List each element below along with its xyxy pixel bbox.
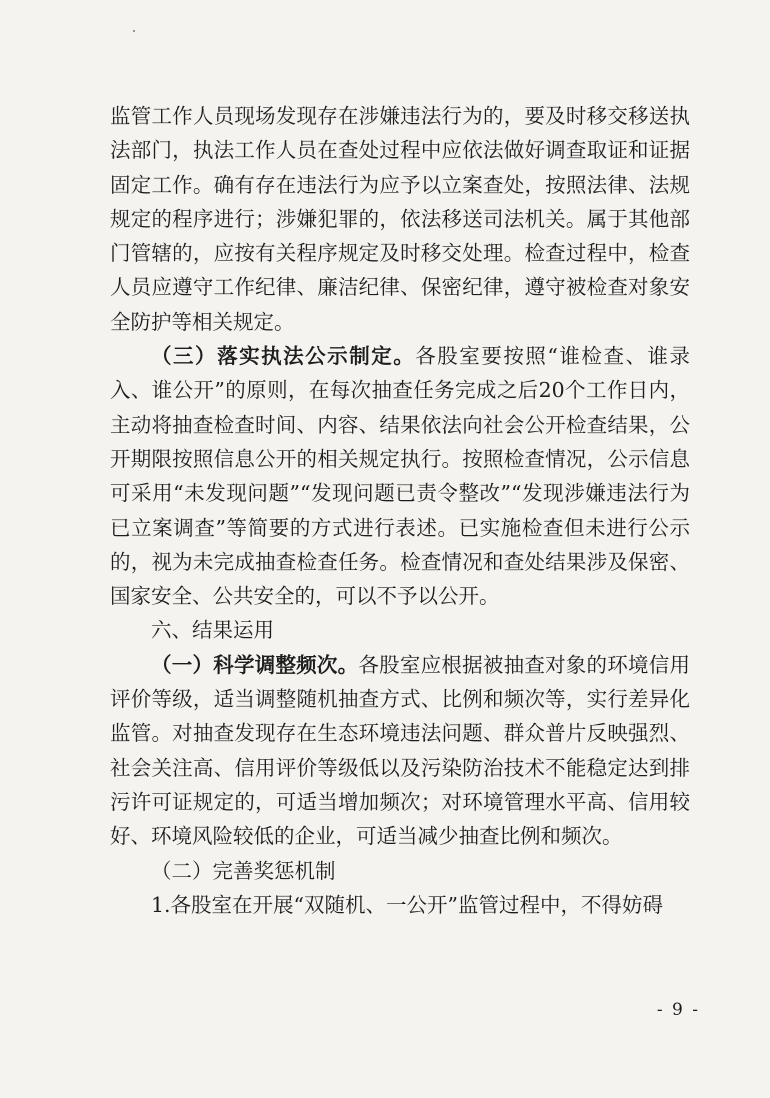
paragraph-frequency-adjustment: （一）科学调整频次。各股室应根据被抽查对象的环境信用评价等级，适当调整随机抽查方式、比例和频次等，实行差异化监管。对抽查发现存在生态环境违法问题、群众普片反映强烈、社会关注高、信用评价等级低以及污染防治技术不能稳定达到排污许可证规定的，可适当增加频次；对环境管理水平高、信用较好、环境风险较低的企业，可适当减少抽查比例和频次。	[110, 652, 691, 849]
section-heading-results: 六、结果运用	[151, 618, 274, 643]
paragraph-item-1: 1.各股室在开展“双随机、一公开”监管过程中，不得妨碍	[151, 892, 664, 917]
paragraph-enforcement-disclosure: （三）落实执法公示制定。各股室要按照“谁检查、谁录入、谁公开”的原则，在每次抽查任务完成之后20个工作日内，主动将抽查检查时间、内容、结果依法向社会公开检查结果，公开期限按照信息公开的相关规定执行。按照检查情况，公示信息可采用“未发现问题”“发现问题已责令整改”“发现涉嫌违法行为已立案调查”等简要的方式进行表述。已实施检查但未进行公示的，视为未完成抽查检查任务。检查情况和查处结果涉及保密、国家安全、公共安全的，可以不予以公开。	[110, 344, 691, 609]
page-number: - 9 -	[656, 1000, 700, 1020]
paragraph-lead-heading: （一）科学调整频次。	[151, 652, 359, 677]
document-body	[110, 99, 690, 922]
paragraph-lead-heading: （三）落实执法公示制定。	[151, 344, 416, 369]
paragraph-continuation: 监管工作人员现场发现存在涉嫌违法行为的，要及时移交移送执法部门，执法工作人员在查处过程中应依法做好调查取证和证据固定工作。确有存在违法行为应予以立案查处，按照法律、法规规定的程序进行；涉嫌犯罪的，依法移送司法机关。属于其他部门管辖的，应按有关程序规定及时移交处理。检查过程中，检查人员应遵守工作纪律、廉洁纪律、保密纪律，遵守被检查对象安全防护等相关规定。	[110, 104, 690, 334]
subheading-reward-mechanism: （二）完善奖惩机制	[151, 858, 336, 883]
scan-speck	[133, 30, 135, 32]
